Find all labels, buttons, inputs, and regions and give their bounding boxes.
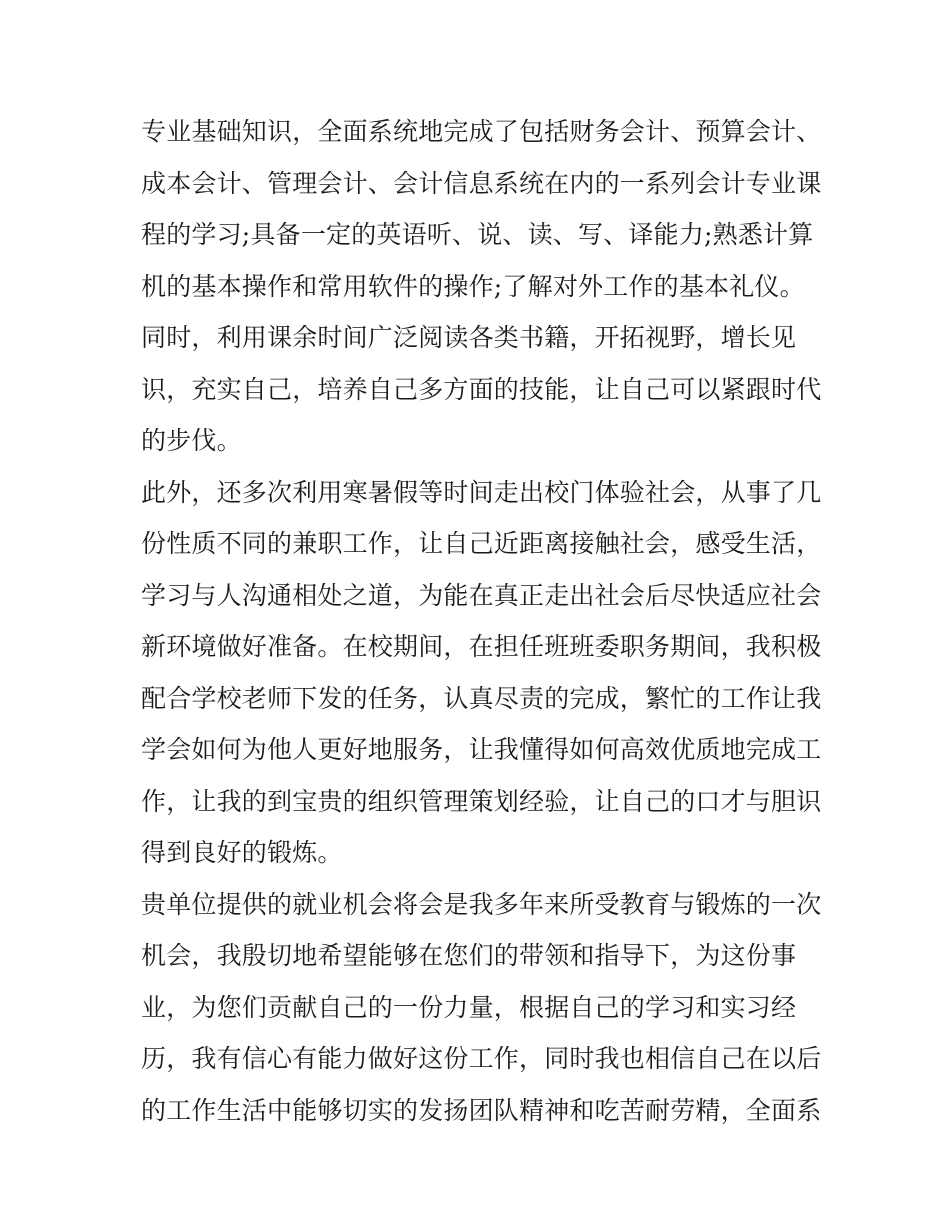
text-line-9: 份性质不同的兼职工作，让自己近距离接触社会，感受生活，	[141, 529, 822, 558]
text-line-14: 作，让我的到宝贵的组织管理策划经验，让自己的口才与胆识	[141, 786, 822, 816]
text-line-3: 程的学习;具备一定的英语听、说、读、写、译能力;熟悉计算	[141, 220, 814, 249]
text-line-2: 成本会计、管理会计、会计信息系统在内的一系列会计专业课	[141, 168, 822, 198]
body-text	[141, 106, 821, 1136]
text-line-19: 历，我有信心有能力做好这份工作，同时我也相信自己在以后	[141, 1044, 822, 1073]
text-line-10: 学习与人沟通相处之道，为能在真正走出社会后尽快适应社会	[141, 580, 822, 610]
text-line-5: 同时，利用课余时间广泛阅读各类书籍，开拓视野，增长见	[141, 323, 797, 352]
text-line-16: 贵单位提供的就业机会将会是我多年来所受教育与锻炼的一次	[141, 889, 822, 919]
text-line-4: 机的基本操作和常用软件的操作;了解对外工作的基本礼仪。	[141, 271, 805, 301]
text-line-13: 学会如何为他人更好地服务，让我懂得如何高效优质地完成工	[141, 735, 822, 764]
text-line-11: 新环境做好准备。在校期间，在担任班班委职务期间，我积极	[141, 632, 822, 661]
text-line-20: 的工作生活中能够切实的发扬团队精神和吃苦耐劳精，全面系	[141, 1095, 822, 1125]
text-line-6: 识，充实自己，培养自己多方面的技能，让自己可以紧跟时代	[141, 374, 822, 404]
text-line-8: 此外，还多次利用寒暑假等时间走出校门体验社会，从事了几	[141, 477, 822, 507]
text-line-7: 的步伐。	[141, 426, 242, 455]
text-line-17: 机会，我殷切地希望能够在您们的带领和指导下，为这份事	[141, 941, 797, 970]
text-line-1: 专业基础知识，全面系统地完成了包括财务会计、预算会计、	[141, 117, 822, 146]
text-line-12: 配合学校老师下发的任务，认真尽责的完成，繁忙的工作让我	[141, 683, 822, 713]
text-line-18: 业，为您们贡献自己的一份力量，根据自己的学习和实习经	[141, 992, 797, 1022]
text-line-15: 得到良好的锻炼。	[141, 838, 343, 867]
